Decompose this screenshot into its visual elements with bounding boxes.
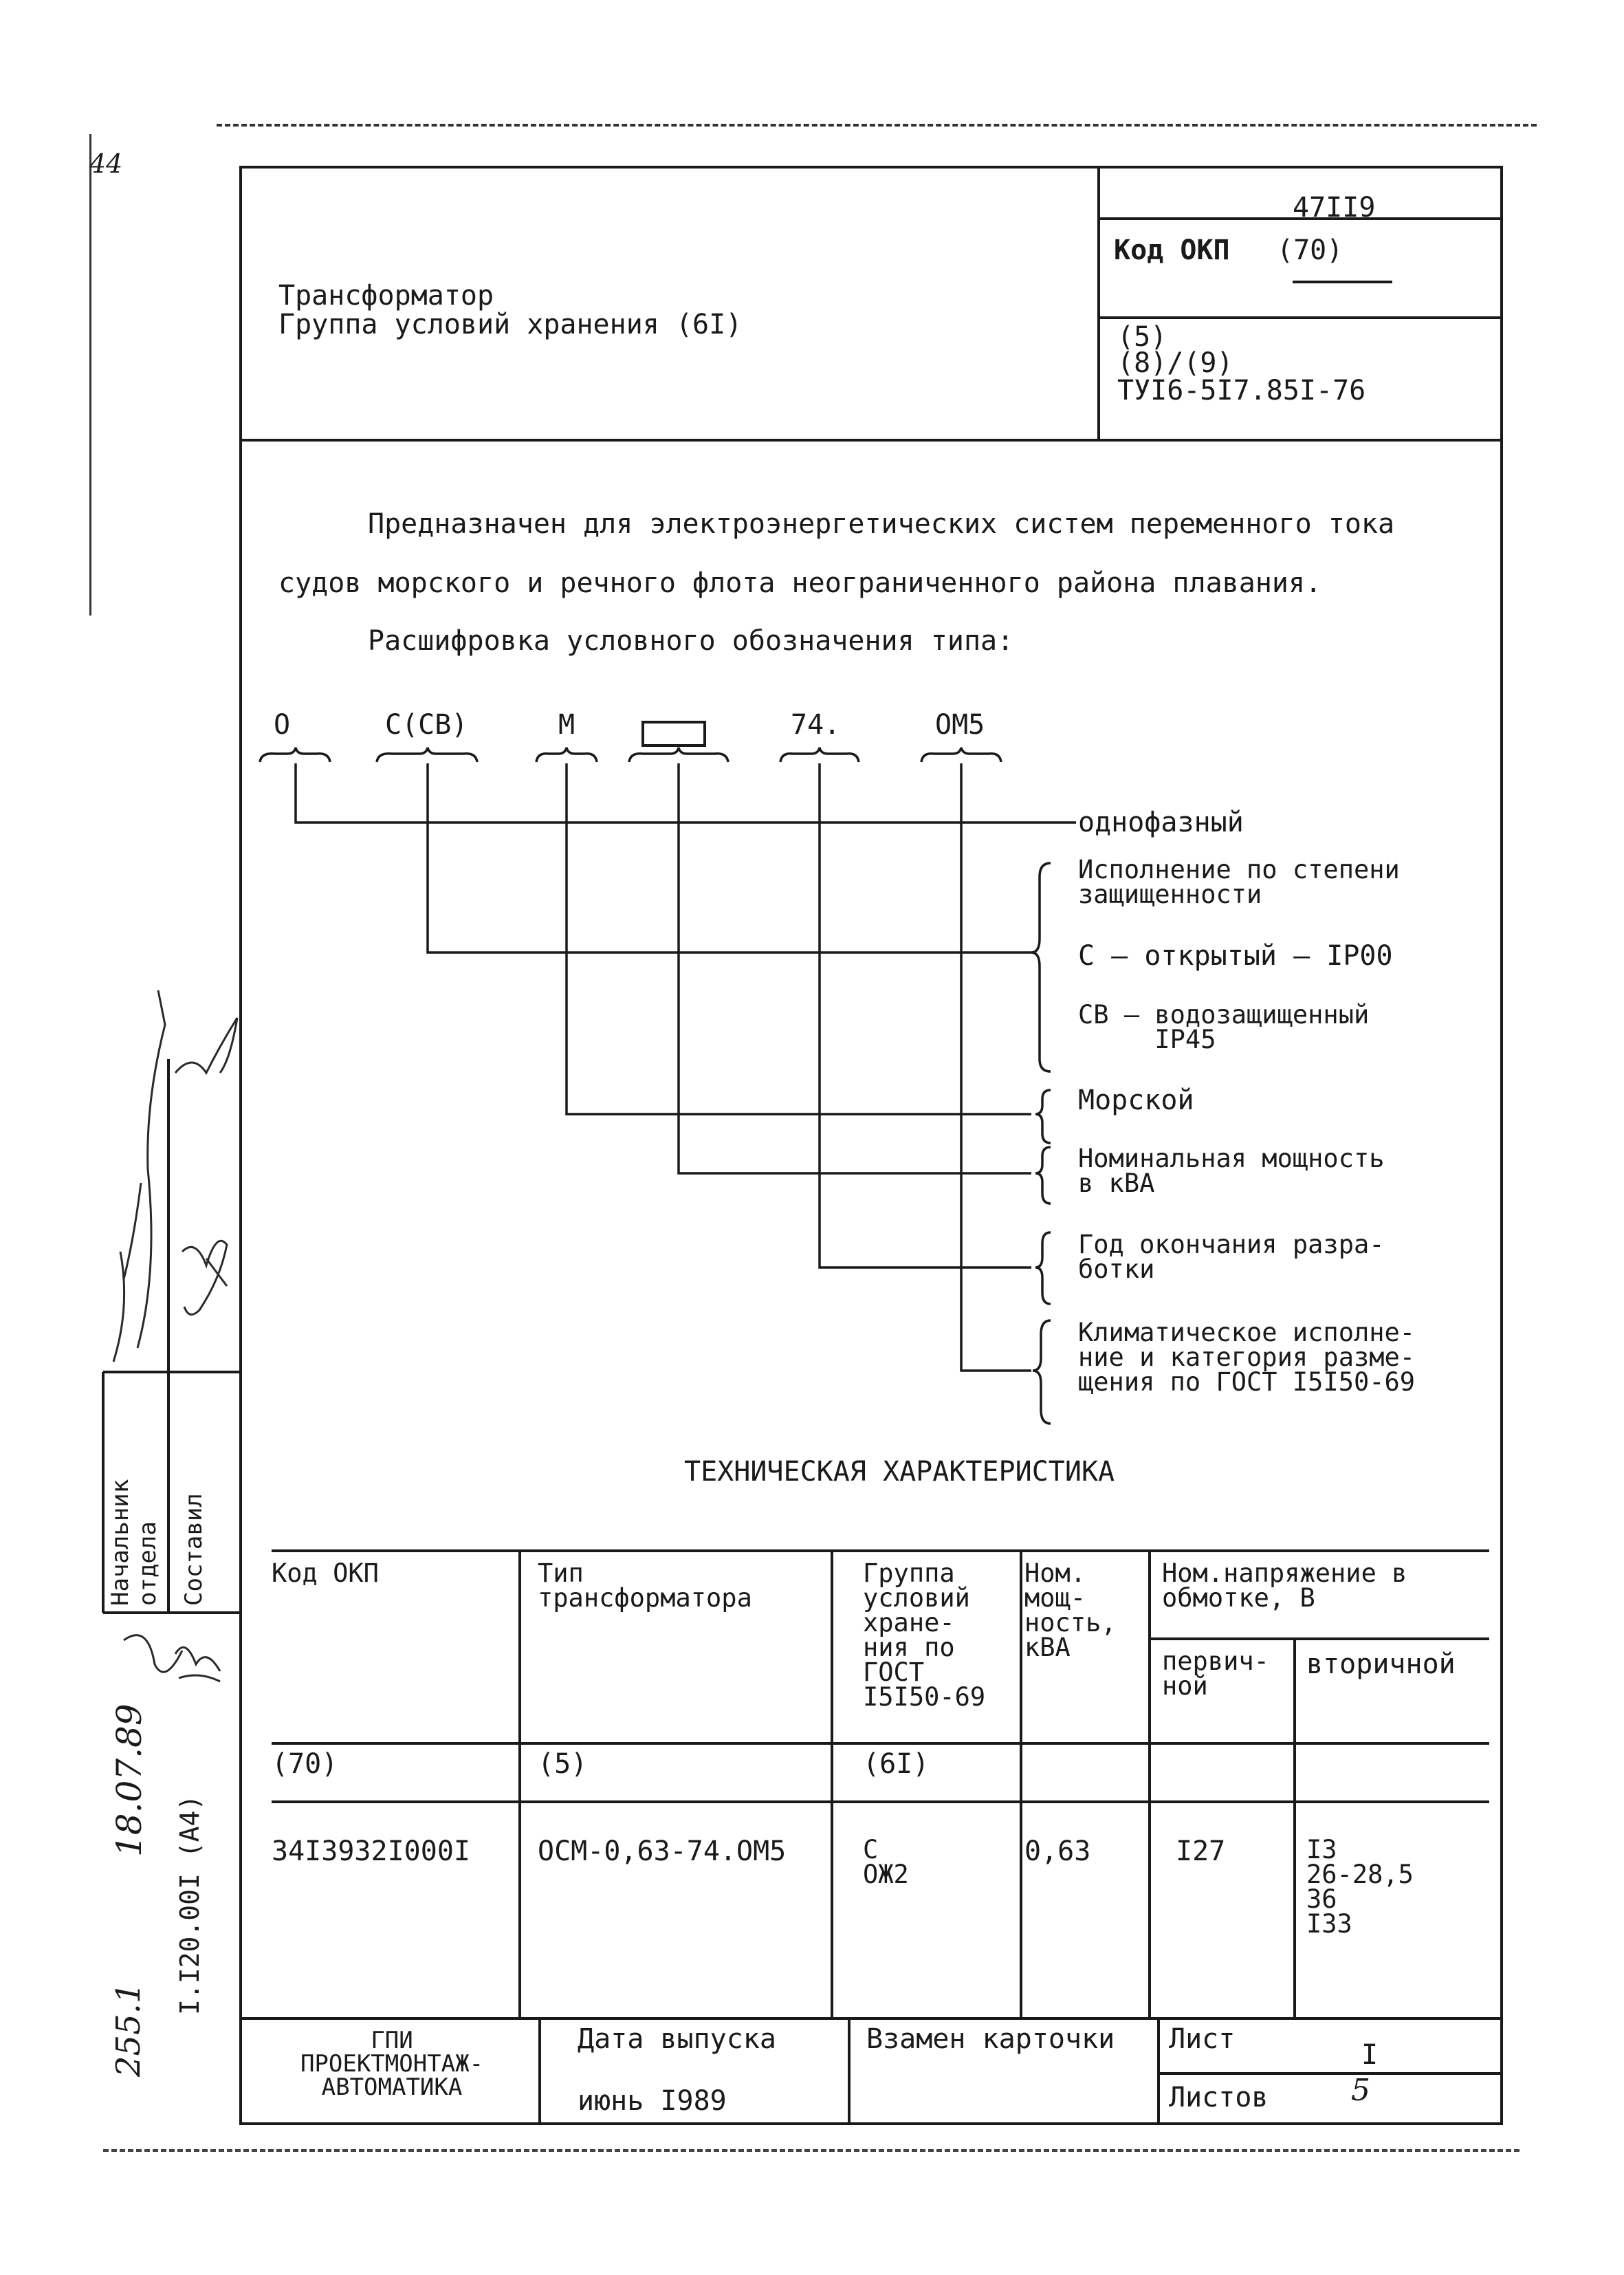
ref-5: (5) — [1117, 321, 1167, 353]
meaning-power: Номинальная мощность в кВА — [1078, 1144, 1385, 1198]
col-header-secondary: вторичной — [1306, 1648, 1456, 1680]
meaning-year: Год окончания разра- ботки — [1078, 1230, 1385, 1284]
col-header-type: Тип трансформатора — [538, 1558, 752, 1613]
margin-compiler-label: Составил — [180, 1493, 208, 1606]
meaning-phase: однофазный — [1078, 807, 1244, 838]
okp-ref: (70) — [1277, 235, 1343, 266]
designation-o: О — [274, 709, 291, 741]
cell-okp: 34I3932I000I — [272, 1836, 470, 1867]
margin-form-number: I.I20.00I (А4) — [175, 1794, 205, 2015]
tech-title: ТЕХНИЧЕСКАЯ ХАРАКТЕРИСТИКА — [684, 1456, 1115, 1488]
ref-type: (5) — [538, 1748, 588, 1780]
meaning-protection-title: Исполнение по степени защищенности — [1078, 855, 1400, 909]
storage-group-label: Группа условий хранения (6I) — [278, 309, 743, 340]
designation-m: М — [558, 709, 575, 741]
meaning-protection-cv: СВ – водозащищенный IР45 — [1078, 1000, 1370, 1054]
corner-note: 44 — [89, 149, 123, 179]
sheet-label: Лист — [1169, 2023, 1236, 2055]
product-name: Трансформатор — [278, 280, 494, 312]
replaces-label: Взамен карточки — [866, 2023, 1115, 2055]
sheets-label: Листов — [1169, 2082, 1269, 2113]
release-value: июнь I989 — [578, 2085, 727, 2117]
cell-secondary: I3 26-28,5 36 I33 — [1306, 1835, 1414, 1939]
col-header-primary: первич- ной — [1162, 1646, 1269, 1701]
col-header-group: Группа условий хране- ния по ГОСТ I5I50-69 — [863, 1558, 986, 1712]
cell-type: ОСМ-0,63-74.ОМ5 — [538, 1836, 787, 1867]
meaning-climate: Климатическое исполне- ние и категория разме- щения по ГОСТ I5I50-69 — [1078, 1318, 1416, 1397]
intro-line-1: Предназначен для электроэнергетических систем переменного тока — [368, 508, 1395, 540]
margin-date: 18.07.89 — [109, 1703, 149, 1857]
sheet-value: I — [1361, 2039, 1379, 2071]
tu-number: ТУI6-5I7.85I-76 — [1117, 375, 1366, 406]
col-header-okp: Код ОКП — [272, 1558, 379, 1588]
designation-74: 74. — [791, 709, 841, 741]
designation-c-cv: С(СВ) — [385, 709, 468, 741]
meaning-protection-c: С – открытый – IР00 — [1078, 940, 1393, 972]
release-label: Дата выпуска — [578, 2023, 776, 2055]
ref-group: (6I) — [863, 1748, 930, 1780]
cell-group: С ОЖ2 — [863, 1835, 909, 1889]
sheets-value: 5 — [1351, 2073, 1370, 2108]
ref-8-9: (8)/(9) — [1117, 347, 1233, 379]
col-header-power: Ном. мощ- ность, кВА — [1024, 1558, 1117, 1662]
margin-code: 255.1 — [109, 1982, 148, 2077]
designation-om5: ОМ5 — [935, 709, 985, 741]
cell-power: 0,63 — [1024, 1836, 1091, 1867]
footer-org: ГПИ ПРОЕКТМОНТАЖ- АВТОМАТИКА — [300, 2027, 484, 2101]
meaning-marine: Морской — [1078, 1085, 1194, 1116]
decoding-title: Расшифровка условного обозначения типа: — [368, 625, 1014, 657]
intro-line-2: судов морского и речного флота неограниченного района плавания. — [278, 567, 1322, 599]
okp-label: Код ОКП — [1114, 235, 1230, 266]
ref-okp: (70) — [272, 1748, 338, 1780]
margin-head-label: Начальник отдела — [107, 1479, 162, 1606]
col-header-voltage: Ном.напряжение в обмотке, В — [1162, 1558, 1407, 1613]
card-number: 47II9 — [1293, 192, 1376, 224]
cell-primary: I27 — [1176, 1836, 1226, 1867]
